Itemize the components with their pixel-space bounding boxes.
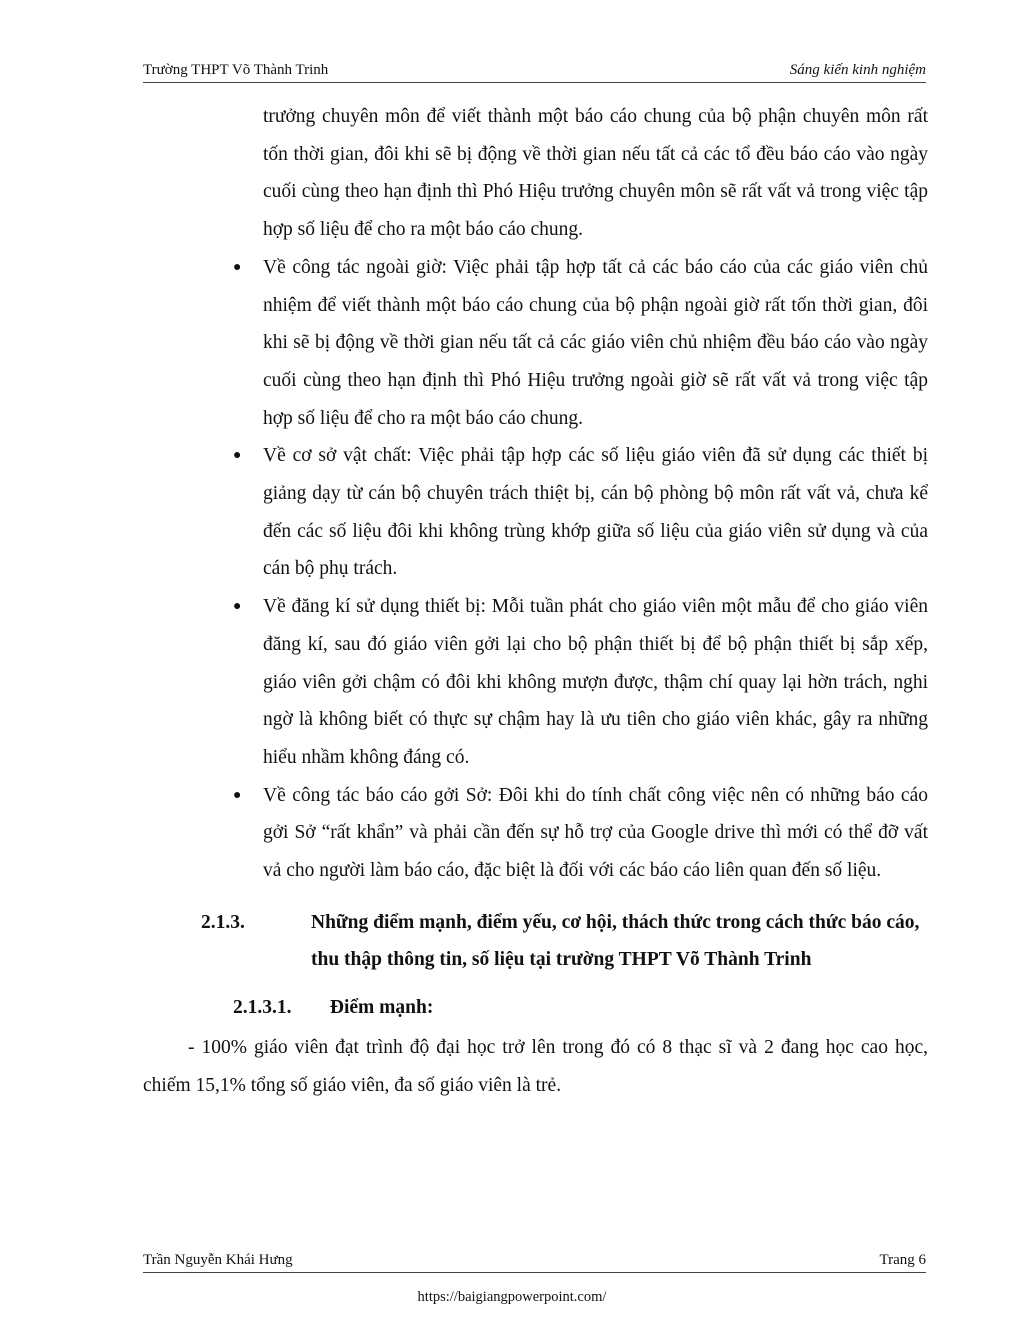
- section-number: 2.1.3.: [201, 911, 245, 933]
- source-url: https://baigiangpowerpoint.com/: [417, 1289, 607, 1305]
- bullet-icon: ●: [233, 787, 242, 803]
- bullet-list: [143, 249, 928, 890]
- bullet-item: [233, 588, 928, 777]
- section-heading: [143, 904, 928, 979]
- body-paragraph: - 100% giáo viên đạt trình độ đại học trở lên trong đó có 8 thạc sĩ và 2 đang học cao học, chiếm 15,1% tổng số giáo viên, đa số giáo viên là trẻ.: [143, 1036, 928, 1096]
- bullet-icon: ●: [233, 599, 242, 615]
- bullet-icon: ●: [233, 448, 242, 464]
- bullet-text: Về đăng kí sử dụng thiết bị: Mỗi tuần phát cho giáo viên một mẫu để cho giáo viên đăng kí, sau đó giáo viên gởi lại cho bộ phận thiết bị để bộ phận thiết bị sắp xếp, giáo viên gởi chậm có đôi khi không mượn được, thậm chí quay lại hờn trách, nghi ngờ là không biết có thực sự chậm hay là ưu tiên cho giáo viên khác, gây ra những hiểu nhầm không đáng có.: [263, 596, 928, 768]
- section-title: Những điểm mạnh, điểm yếu, cơ hội, thách thức trong cách thức báo cáo, thu thập thông tin, số liệu tại trường THPT Võ Thành Trinh: [311, 911, 920, 971]
- footer-author: Trần Nguyễn Khái Hưng: [143, 1252, 293, 1268]
- subsection-heading: [233, 989, 928, 1027]
- bullet-text: Về cơ sở vật chất: Việc phải tập hợp các số liệu giáo viên đã sử dụng các thiết bị giảng dạy từ cán bộ chuyên trách thiệt bị, cán bộ phòng bộ môn rất vất vả, chưa kể đến các số liệu đôi khi không trùng khớp giữa số liệu của giáo viên sử dụng và của cán bộ phụ trách.: [263, 445, 928, 580]
- page-footer: [143, 1252, 926, 1273]
- bullet-text: Về công tác ngoài giờ: Việc phải tập hợp tất cả các báo cáo của các giáo viên chủ nhiệm để viết thành một báo cáo chung của bộ phận ngoài giờ rất tốn thời gian, đôi khi sẽ bị động về thời gian nếu tất cả các giáo viên chủ nhiệm đều báo cáo vào ngày cuối cùng theo hạn định thì Phó Hiệu trưởng ngoài giờ sẽ rất vất vả trong việc tập hợp số liệu để cho ra một báo cáo chung.: [263, 256, 928, 429]
- page-content: [143, 98, 928, 1104]
- bullet-text: Về công tác báo cáo gởi Sở: Đôi khi do tính chất công việc nên có những báo cáo gởi Sở “rất khẩn” và phải cần đến sự hỗ trợ của Google drive thì mới có thể đỡ vất vả cho người làm báo cáo, đặc biệt là đối với các báo cáo liên quan đến số liệu.: [263, 784, 928, 882]
- header-document-type: Sáng kiến kinh nghiệm: [789, 62, 926, 78]
- subsection-number: 2.1.3.1.: [233, 997, 292, 1019]
- subsection-title: Điểm mạnh:: [329, 997, 434, 1019]
- bullet-icon: ●: [233, 259, 242, 275]
- header-school-name: Trường THPT Võ Thành Trinh: [143, 62, 329, 78]
- bullet-item: [233, 437, 928, 588]
- continued-paragraph: trưởng chuyên môn để viết thành một báo cáo chung của bộ phận chuyên môn rất tốn thời gian, đôi khi sẽ bị động về thời gian nếu tất cả các tổ đều báo cáo vào ngày cuối cùng theo hạn định thì Phó Hiệu trưởng chuyên môn sẽ rất vất vả trong việc tập hợp số liệu để cho ra một báo cáo chung.: [263, 106, 928, 241]
- page-header: [143, 60, 926, 83]
- bullet-item: [233, 249, 928, 438]
- footer-page-number: Trang 6: [879, 1252, 926, 1268]
- bullet-item: [233, 777, 928, 890]
